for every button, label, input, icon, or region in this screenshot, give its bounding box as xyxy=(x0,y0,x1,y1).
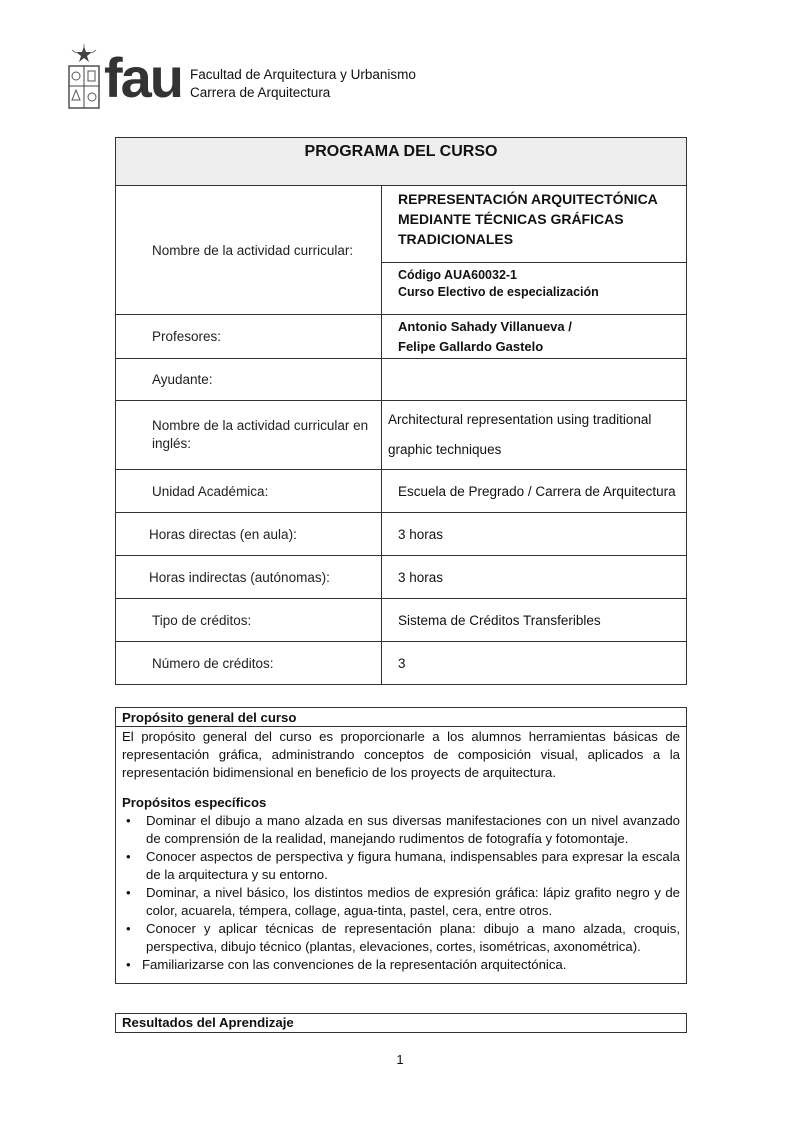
course-code: Código AUA60032-1 xyxy=(398,268,518,282)
professors-value xyxy=(382,315,687,359)
indirect-hours-value: 3 horas xyxy=(382,556,687,599)
academic-unit-value: Escuela de Pregrado / Carrera de Arquitectura xyxy=(382,470,687,513)
career-name: Carrera de Arquitectura xyxy=(190,85,331,100)
course-type: Curso Electivo de especialización xyxy=(398,285,599,299)
english-name-line-1: Architectural representation using traditional xyxy=(388,412,652,427)
page-number: 1 xyxy=(396,1052,404,1067)
university-shield-icon xyxy=(66,44,102,110)
list-item: • Conocer y aplicar técnicas de representación plana: dibujo a mano alzada, croquis, perspectiva, dibujo técnico (plantas, elevaciones, cortes, isométricas, axonométrica). xyxy=(126,921,680,954)
credit-type-value: Sistema de Créditos Transferibles xyxy=(382,599,687,642)
bullet-icon: • xyxy=(126,813,131,828)
list-item: • Dominar, a nivel básico, los distintos medios de expresión gráfica: lápiz grafito negro y de color, acuarela, témpera, collage, agua-tinta, pastel, cera, entre otros. xyxy=(126,885,680,918)
indirect-hours-label: Horas indirectas (autónomas): xyxy=(116,556,382,599)
credit-number-label: Número de créditos: xyxy=(116,642,382,685)
english-name-value xyxy=(382,401,687,470)
assistant-value xyxy=(382,359,687,401)
credit-number-value: 3 xyxy=(382,642,687,685)
list-item: • Dominar el dibujo a mano alzada en sus diversas manifestaciones con un nivel avanzado de comprensión de la realidad, manejando rudimentos de fotografía y fotomontaje. xyxy=(126,813,680,846)
academic-unit-label: Unidad Académica: xyxy=(116,470,382,513)
activity-title: REPRESENTACIÓN ARQUITECTÓNICA MEDIANTE TÉCNICAS GRÁFICAS TRADICIONALES xyxy=(382,186,687,263)
activity-name-label: Nombre de la actividad curricular: xyxy=(116,186,382,315)
purpose-heading: Propósito general del curso xyxy=(116,708,686,727)
professors-label: Profesores: xyxy=(116,315,382,359)
professor-1: Antonio Sahady Villanueva / xyxy=(398,319,572,334)
program-title: PROGRAMA DEL CURSO xyxy=(116,138,687,186)
learning-results-heading: Resultados del Aprendizaje xyxy=(115,1013,687,1033)
assistant-label: Ayudante: xyxy=(116,359,382,401)
bullet-icon: • xyxy=(126,885,131,900)
course-code-cell xyxy=(382,263,687,315)
list-item: • Conocer aspectos de perspectiva y figura humana, indispensables para expresar la escala de la arquitectura y su entorno. xyxy=(126,849,680,882)
purpose-section xyxy=(115,707,687,984)
direct-hours-label: Horas directas (en aula): xyxy=(116,513,382,556)
english-name-label: Nombre de la actividad curricular en inglés: xyxy=(116,401,382,470)
program-table xyxy=(115,137,687,685)
bullet-icon: • xyxy=(126,957,131,972)
specific-purposes-list xyxy=(116,812,686,974)
list-item: • Familiarizarse con las convenciones de la representación arquitectónica. xyxy=(126,957,567,972)
direct-hours-value: 3 horas xyxy=(382,513,687,556)
purpose-text: El propósito general del curso es proporcionarle a los alumnos herramientas básicas de representación gráfica, administrando conceptos de composición visual, aplicados a la representación bidimensional en beneficio de los proyects de arquitectura. xyxy=(122,729,680,780)
credit-type-label: Tipo de créditos: xyxy=(116,599,382,642)
specific-purposes-heading: Propósitos específicos xyxy=(122,795,267,810)
bullet-icon: • xyxy=(126,849,131,864)
bullet-icon: • xyxy=(126,921,131,936)
faculty-name: Facultad de Arquitectura y Urbanismo xyxy=(190,67,416,82)
english-name-line-2: graphic techniques xyxy=(388,442,502,457)
fau-logo: fau xyxy=(104,46,182,109)
professor-2: Felipe Gallardo Gastelo xyxy=(398,339,544,354)
